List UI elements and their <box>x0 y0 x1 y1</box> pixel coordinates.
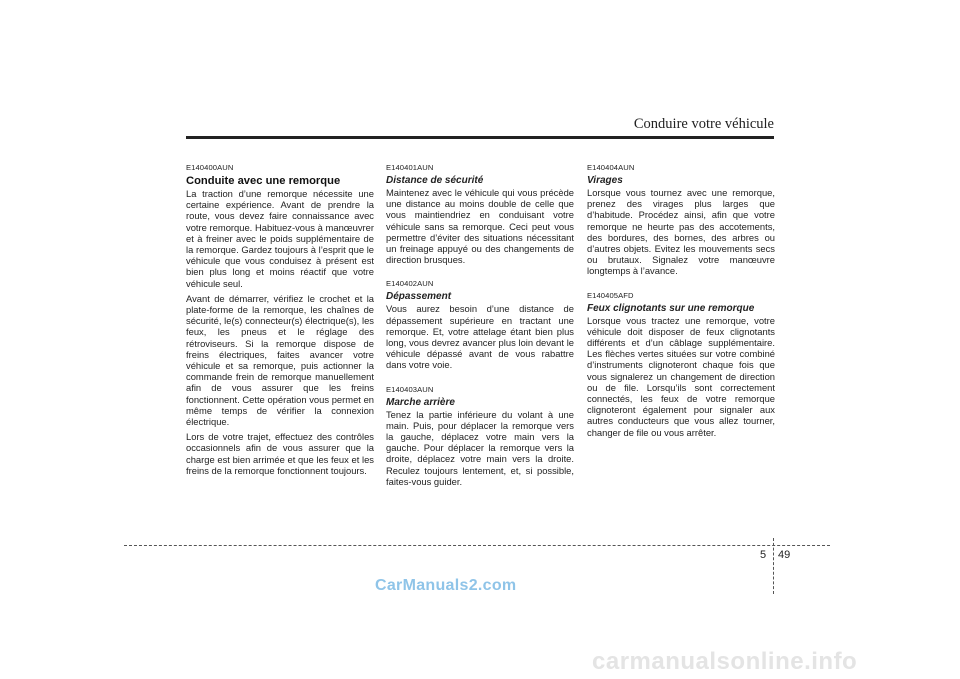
column-2 <box>386 163 574 491</box>
paragraph: Lorsque vous tournez avec une remorque, prenez des virages plus larges que d’habitude. Procédez ainsi, afin que votre remorque ne heurte pas des accotements, des bordures, des bornes, des arbres ou d’autres objets. Evitez les mouvements secs ou brutaux. Signalez votre manœuvre longtemps à l’avance. <box>587 187 775 277</box>
paragraph: Maintenez avec le véhicule qui vous précède une distance au moins double de celle que vous maintiendriez en conduisant votre véhicule sans sa remorque. Ceci peut vous permettre d’éviter des situations nécessitant un freinage appuyé ou des changements de direction brusques. <box>386 187 574 266</box>
section-code: E140403AUN <box>386 384 434 394</box>
chapter-number: 5 <box>760 549 767 561</box>
section-heading-safety-distance: Distance de sécurité <box>386 175 484 186</box>
paragraph: Vous aurez besoin d’une distance de dépassement supérieure en tractant une remorque. Et, votre attelage étant bien plus long, vous devrez avancer plus loin devant le véhicule dépassé avant de vous rabattre dans votre voie. <box>386 303 574 371</box>
column-1 <box>186 163 374 480</box>
watermark-carmanuals2: CarManuals2.com <box>375 577 517 594</box>
section-heading-trailer-indicators: Feux clignotants sur une remorque <box>587 302 755 314</box>
section-heading-overtaking: Dépassement <box>386 291 452 303</box>
page-number: 49 <box>778 549 791 561</box>
paragraph: Lors de votre trajet, effectuez des contrôles occasionnels afin de vous assurer que la charge est bien arrimée et que les feux et les freins de la remorque fonctionnent toujours. <box>186 431 374 476</box>
section-heading-towing: Conduite avec une remorque <box>186 175 341 187</box>
page-header-title: Conduire votre véhicule <box>633 116 774 132</box>
paragraph: Tenez la partie inférieure du volant à une main. Puis, pour déplacer la remorque vers la gauche, déplacez votre main vers la gauche. Pour déplacer la remorque vers la droite, déplacez votre main vers la droite. Reculez toujours lentement, et, si possible, faites-vous guider. <box>386 408 574 487</box>
paragraph: Lorsque vous tractez une remorque, votre véhicule doit disposer de feux clignotants différents et d’un câblage supplémentaire. Les flèches vertes situées sur votre combiné d’instruments clignoteront chaque fois que vous signalerez un changement de direction ou de file. Lorsqu’ils sont correctement connectés, les feux de votre remorque clignoteront également pour signaler aux autres conducteurs que vous allez tourner, changer de file ou vous arrêter. <box>587 314 775 438</box>
section-code: E140402AUN <box>386 279 434 289</box>
section-code: E140405AFD <box>587 290 634 300</box>
section-code: E140400AUN <box>186 163 234 172</box>
paragraph: La traction d’une remorque nécessite une certaine expérience. Avant de prendre la route, vous devez faire connaissance avec votre remorque. Habituez-vous à manœuvrer et à freiner avec le poids supplémentaire de la remorque. Gardez toujours à l’esprit que le véhicule que vous conduisez à présent est bien plus long et moins réactif que votre véhicule seul. <box>186 188 374 289</box>
watermark-carmanualsonline: carmanualsonline.info <box>592 648 858 675</box>
section-heading-reversing: Marche arrière <box>386 396 455 408</box>
section-code: E140404AUN <box>587 163 635 172</box>
header-rule <box>186 136 774 139</box>
footer-dashed-rule <box>124 545 830 546</box>
section-code: E140401AUN <box>386 163 434 172</box>
section-heading-turns: Virages <box>587 175 623 186</box>
paragraph: Avant de démarrer, vérifiez le crochet et la plate-forme de la remorque, les chaînes de sécurité, le(s) connecteur(s) électrique(s), les feux, les pneus et le réglage des rétroviseurs. Si la remorque dispose de freins électriques, faites avancer votre véhicule et sa remorque, puis actionner la commande frein de remorque manuellement afin de vous assurer que les freins fonctionnent. Cette opération vous permet en même temps de vérifier la connexion électrique. <box>186 292 374 428</box>
page-number-separator <box>773 538 774 594</box>
column-3 <box>587 163 775 442</box>
